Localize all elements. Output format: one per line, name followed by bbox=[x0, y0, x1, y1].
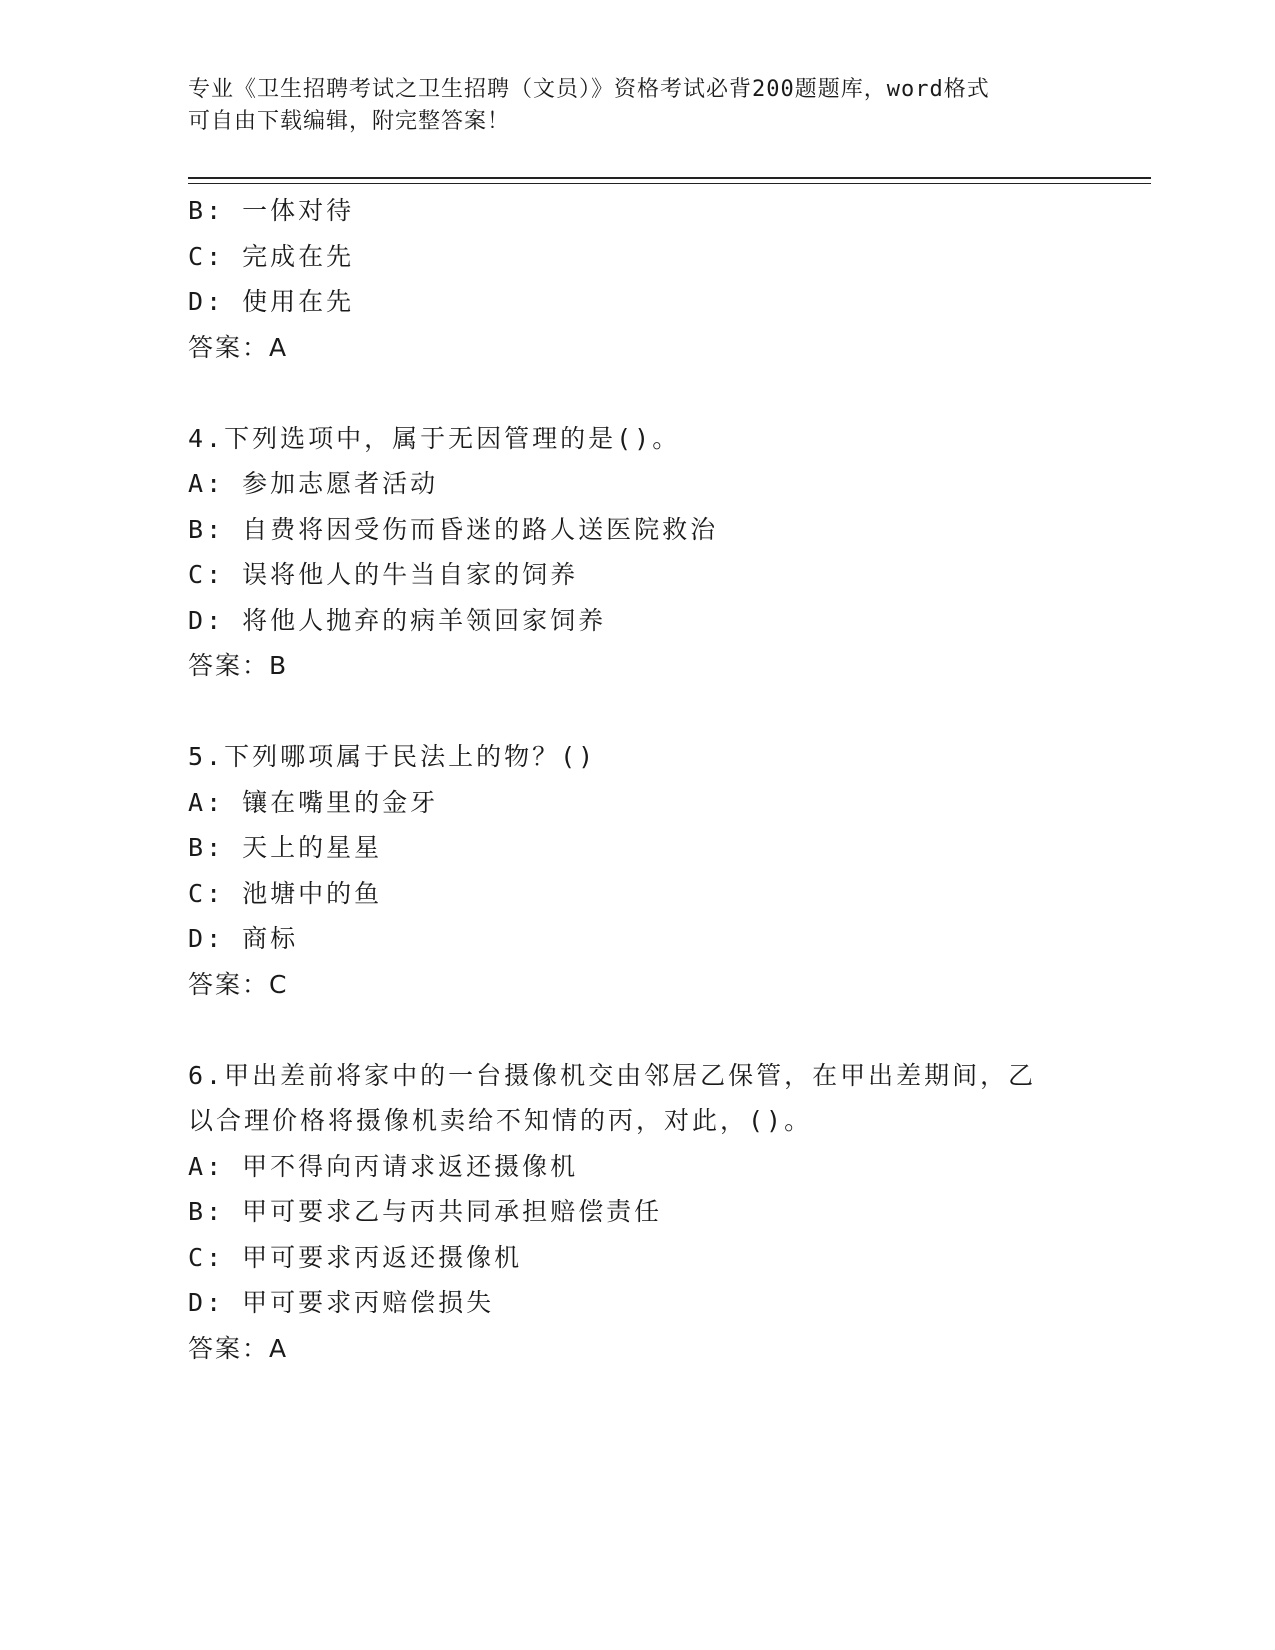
option-c: C: 误将他人的牛当自家的饲养 bbox=[188, 560, 579, 589]
header-divider-thick bbox=[188, 177, 1151, 179]
question-stem-line-1: 6.甲出差前将家中的一台摄像机交由邻居乙保管，在甲出差期间，乙 bbox=[188, 1060, 1037, 1090]
option-d: D: 将他人抛弃的病羊领回家饲养 bbox=[188, 605, 607, 635]
option-b: B: 一体对待 bbox=[188, 196, 355, 225]
answer-line: 答案：A bbox=[188, 1333, 289, 1363]
option-c: C: 完成在先 bbox=[188, 241, 355, 271]
question-stem: 4.下列选项中，属于无因管理的是()。 bbox=[188, 423, 681, 453]
header-line-1: 专业《卫生招聘考试之卫生招聘（文员）》资格考试必背200题题库，word格式 bbox=[188, 77, 990, 102]
question-block-partial bbox=[188, 188, 1088, 370]
option-b: B: 自费将因受伤而昏迷的路人送医院救治 bbox=[188, 514, 719, 544]
option-d: D: 商标 bbox=[188, 924, 299, 953]
answer-line: 答案：A bbox=[188, 332, 289, 362]
question-stem-line-2: 以合理价格将摄像机卖给不知情的丙，对此，()。 bbox=[188, 1106, 813, 1135]
option-d: D: 使用在先 bbox=[188, 287, 355, 316]
question-block-4 bbox=[188, 416, 1088, 689]
question-block-5 bbox=[188, 734, 1088, 1007]
document-header bbox=[188, 74, 1068, 138]
option-c: C: 池塘中的鱼 bbox=[188, 878, 383, 908]
answer-line: 答案：B bbox=[188, 651, 289, 680]
option-d: D: 甲可要求丙赔偿损失 bbox=[188, 1288, 495, 1317]
header-divider-thin bbox=[188, 183, 1151, 184]
option-a: A: 参加志愿者活动 bbox=[188, 469, 439, 498]
option-c: C: 甲可要求丙返还摄像机 bbox=[188, 1242, 523, 1272]
question-stem: 5.下列哪项属于民法上的物？() bbox=[188, 742, 597, 771]
header-line-2: 可自由下载编辑，附完整答案！ bbox=[188, 109, 511, 134]
option-b: B: 甲可要求乙与丙共同承担赔偿责任 bbox=[188, 1197, 663, 1226]
option-b: B: 天上的星星 bbox=[188, 833, 383, 862]
answer-line: 答案：C bbox=[188, 969, 289, 999]
question-block-6 bbox=[188, 1053, 1088, 1372]
option-a: A: 甲不得向丙请求返还摄像机 bbox=[188, 1151, 579, 1181]
option-a: A: 镶在嘴里的金牙 bbox=[188, 787, 439, 817]
question-list bbox=[188, 188, 1088, 1371]
